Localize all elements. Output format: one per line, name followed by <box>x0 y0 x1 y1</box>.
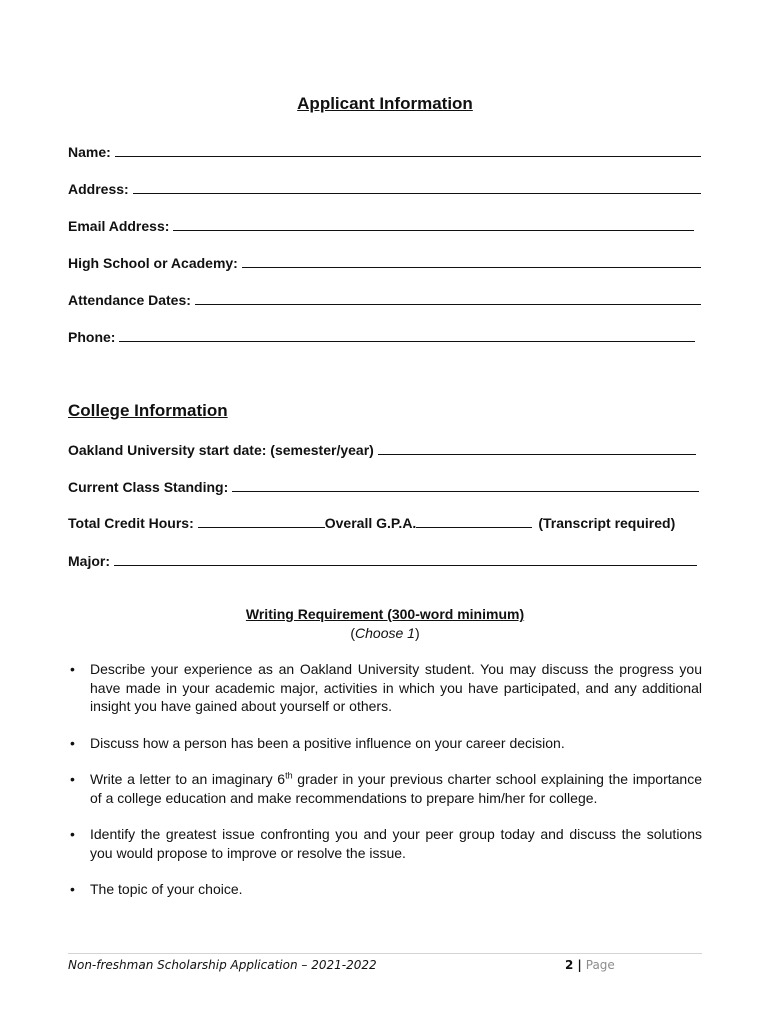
prompt-text: Discuss how a person has been a positive influence on your career decision. <box>90 734 565 751</box>
start-date-blank-line[interactable] <box>378 441 696 455</box>
bullet-icon: • <box>70 661 75 677</box>
address-blank-line[interactable] <box>133 180 701 194</box>
credit-hours-blank-line[interactable] <box>198 514 325 528</box>
class-standing-field[interactable] <box>68 478 699 495</box>
prompt-text <box>90 771 702 806</box>
address-field[interactable] <box>68 180 701 197</box>
bullet-icon: • <box>70 826 75 842</box>
prompt-text: Identify the greatest issue confronting you and your peer group today and discuss the solutions you would propose to improve or resolve the issue. <box>90 826 702 861</box>
footer-page-indicator <box>565 958 615 972</box>
ordinal-superscript: th <box>285 770 293 781</box>
credit-gpa-row <box>68 514 701 531</box>
major-field[interactable] <box>68 552 697 569</box>
class-standing-blank-line[interactable] <box>232 478 699 492</box>
subtitle-open-paren: ( <box>350 625 356 641</box>
attendance-dates-label: Attendance Dates: <box>68 292 191 308</box>
class-standing-label: Current Class Standing: <box>68 479 229 495</box>
bullet-icon: • <box>70 881 75 897</box>
attendance-dates-blank-line[interactable] <box>195 291 701 305</box>
major-label: Major: <box>68 553 110 569</box>
page-word: Page <box>585 958 615 972</box>
list-item <box>68 770 702 807</box>
footer-divider <box>68 953 702 954</box>
list-item <box>68 660 702 716</box>
email-label: Email Address: <box>68 218 170 234</box>
prompt-text-start: Write a letter to an imaginary 6 <box>90 771 286 787</box>
email-field[interactable] <box>68 217 694 234</box>
name-field[interactable] <box>68 143 701 160</box>
footer-document-title: Non-freshman Scholarship Application – 2021-2022 <box>68 958 377 972</box>
start-date-label: Oakland University start date: (semester/year) <box>68 442 374 458</box>
writing-requirement-title: Writing Requirement (300-word minimum) <box>245 606 525 622</box>
writing-requirement-subtitle <box>0 625 770 641</box>
gpa-label: Overall G.P.A. <box>324 515 417 531</box>
name-label: Name: <box>68 144 111 160</box>
bullet-icon: • <box>70 734 75 751</box>
high-school-label: High School or Academy: <box>68 255 238 271</box>
college-section-title: College Information <box>68 401 228 420</box>
phone-label: Phone: <box>68 329 116 345</box>
list-item <box>68 825 702 862</box>
credit-hours-label: Total Credit Hours: <box>68 515 194 531</box>
major-blank-line[interactable] <box>114 552 697 566</box>
phone-field[interactable] <box>68 328 695 345</box>
page-number: 2 <box>565 958 574 972</box>
prompt-text-end: grader in your previous charter school explaining the importance of a college education and make recommendations to prepare him/her for college. <box>90 771 702 806</box>
subtitle-close-paren: ) <box>414 625 420 641</box>
name-blank-line[interactable] <box>115 143 701 157</box>
prompt-text: Describe your experience as an Oakland University student. You may discuss the progress you have made in your academic major, activities in which you have participated, and any additional insight you have gained about yourself or others. <box>90 661 702 714</box>
high-school-field[interactable] <box>68 254 701 271</box>
gpa-blank-line[interactable] <box>416 514 532 528</box>
phone-blank-line[interactable] <box>119 328 695 342</box>
attendance-dates-field[interactable] <box>68 291 701 308</box>
bullet-icon: • <box>70 771 75 787</box>
page-separator: | <box>577 958 582 972</box>
list-item <box>68 734 702 753</box>
writing-prompts-list <box>68 660 702 917</box>
email-blank-line[interactable] <box>173 217 694 231</box>
address-label: Address: <box>68 181 129 197</box>
high-school-blank-line[interactable] <box>242 254 701 268</box>
start-date-field[interactable] <box>68 441 696 458</box>
applicant-section-title: Applicant Information <box>297 94 473 113</box>
choose-one-text: Choose 1 <box>355 625 415 641</box>
transcript-note: (Transcript required) <box>538 515 676 531</box>
list-item <box>68 880 702 899</box>
prompt-text: The topic of your choice. <box>90 881 243 897</box>
